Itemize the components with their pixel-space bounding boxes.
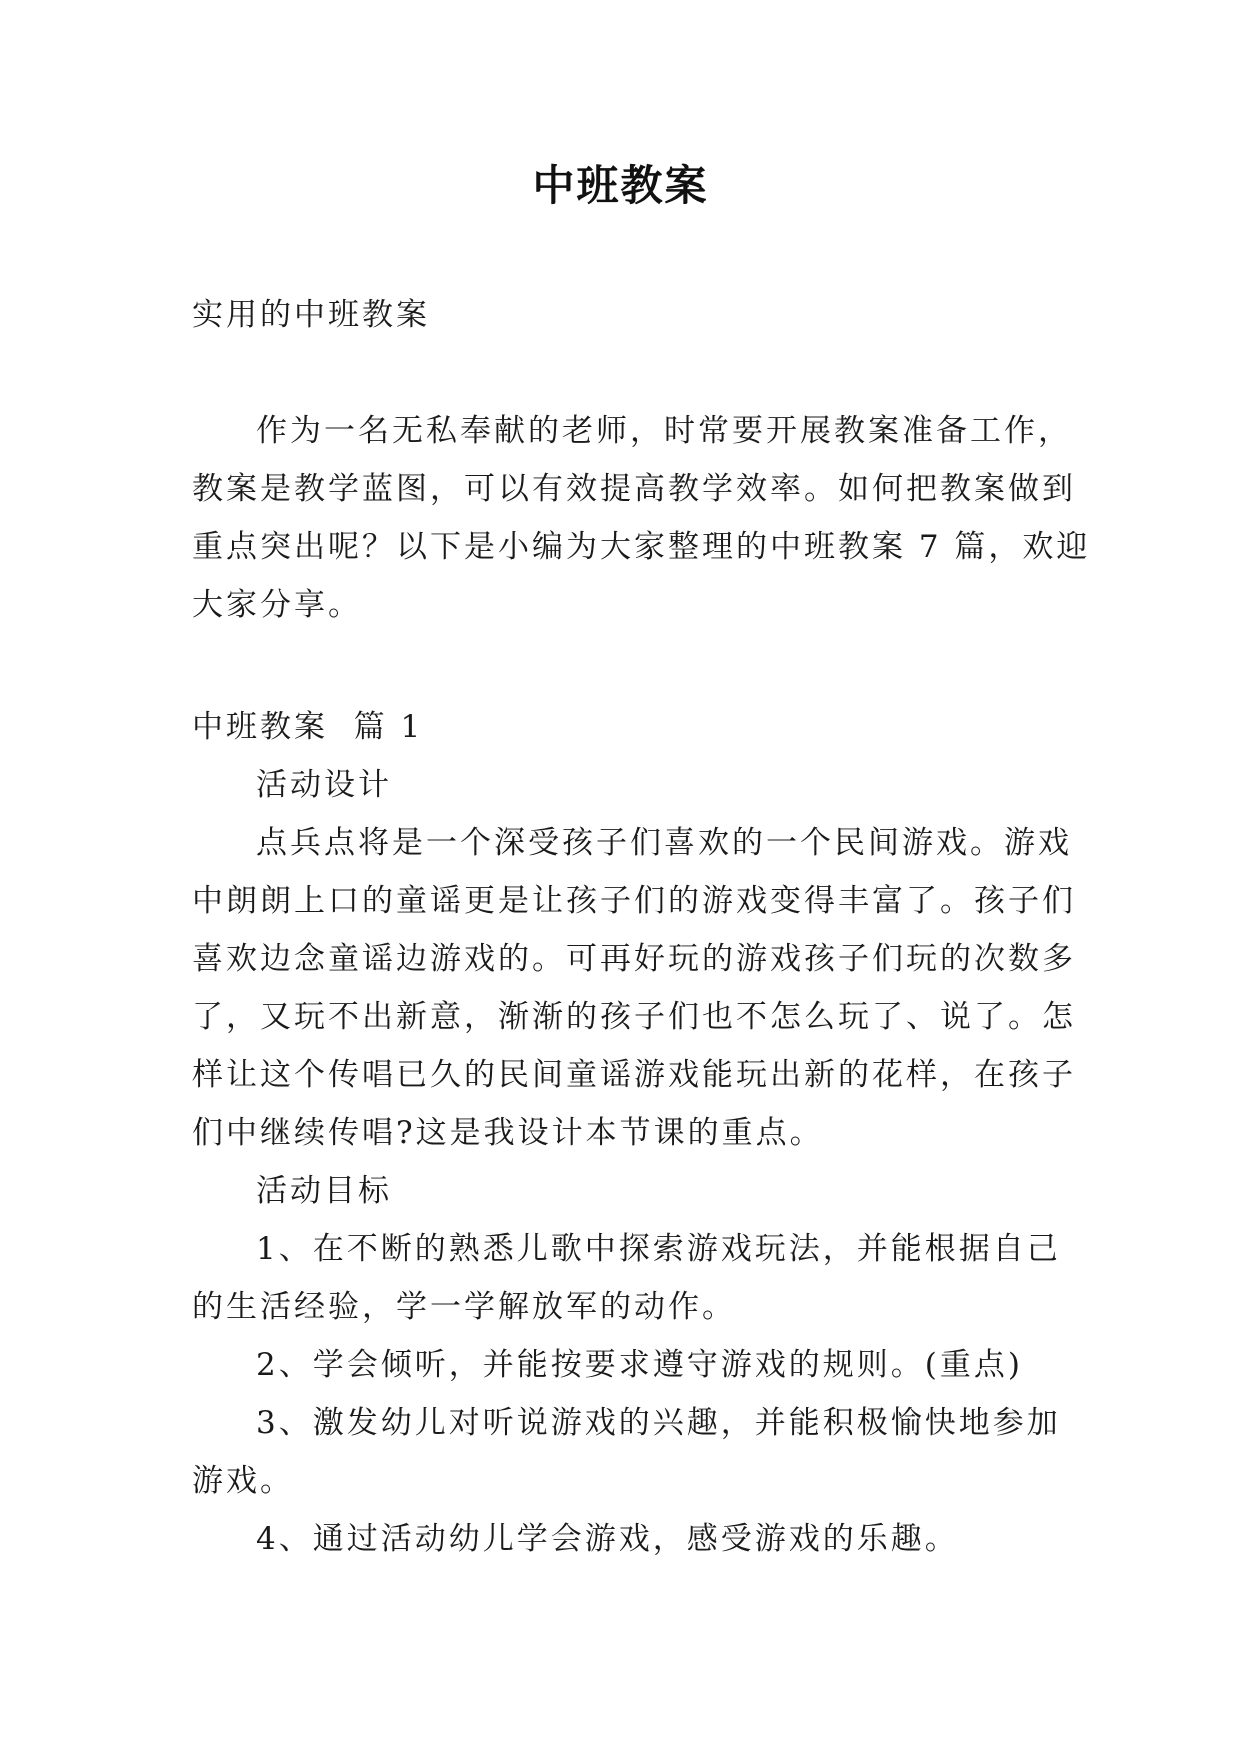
goal-line: 4、通过活动幼儿学会游戏，感受游戏的乐趣。 xyxy=(256,1521,959,1557)
design-line: 点兵点将是一个深受孩子们喜欢的一个民间游戏。游戏 xyxy=(256,825,1072,861)
design-line: 了，又玩不出新意，渐渐的孩子们也不怎么玩了、说了。怎 xyxy=(192,999,1076,1035)
design-heading: 活动设计 xyxy=(256,767,392,803)
document-title: 中班教案 xyxy=(532,161,709,210)
intro-line: 教案是教学蓝图，可以有效提高教学效率。如何把教案做到 xyxy=(192,471,1076,507)
goal-line: 游戏。 xyxy=(192,1463,294,1499)
intro-line: 作为一名无私奉献的老师，时常要开展教案准备工作， xyxy=(256,413,1072,449)
intro-paragraph xyxy=(192,402,1091,634)
subtitle-text: 实用的中班教案 xyxy=(192,297,430,333)
goal-line: 1、在不断的熟悉儿歌中探索游戏玩法，并能根据自己 xyxy=(256,1231,1061,1267)
goal-line: 2、学会倾听，并能按要求遵守游戏的规则。(重点) xyxy=(256,1347,1023,1383)
design-line: 样让这个传唱已久的民间童谣游戏能玩出新的花样，在孩子 xyxy=(192,1057,1076,1093)
intro-line: 大家分享。 xyxy=(192,587,362,623)
intro-line: 重点突出呢？以下是小编为大家整理的中班教案 7 篇，欢迎 xyxy=(192,529,1091,565)
design-line: 们中继续传唱?这是我设计本节课的重点。 xyxy=(192,1115,824,1151)
goal-line: 的生活经验，学一学解放军的动作。 xyxy=(192,1289,736,1325)
goals-heading: 活动目标 xyxy=(256,1173,392,1209)
goal-line: 3、激发幼儿对听说游戏的兴趣，并能积极愉快地参加 xyxy=(256,1405,1061,1441)
design-line: 中朗朗上口的童谣更是让孩子们的游戏变得丰富了。孩子们 xyxy=(192,883,1076,919)
section-heading: 中班教案 篇 1 xyxy=(192,709,424,745)
document-subtitle xyxy=(192,286,1054,344)
lesson-section xyxy=(192,698,1076,1568)
design-line: 喜欢边念童谣边游戏的。可再好玩的游戏孩子们玩的次数多 xyxy=(192,941,1076,977)
